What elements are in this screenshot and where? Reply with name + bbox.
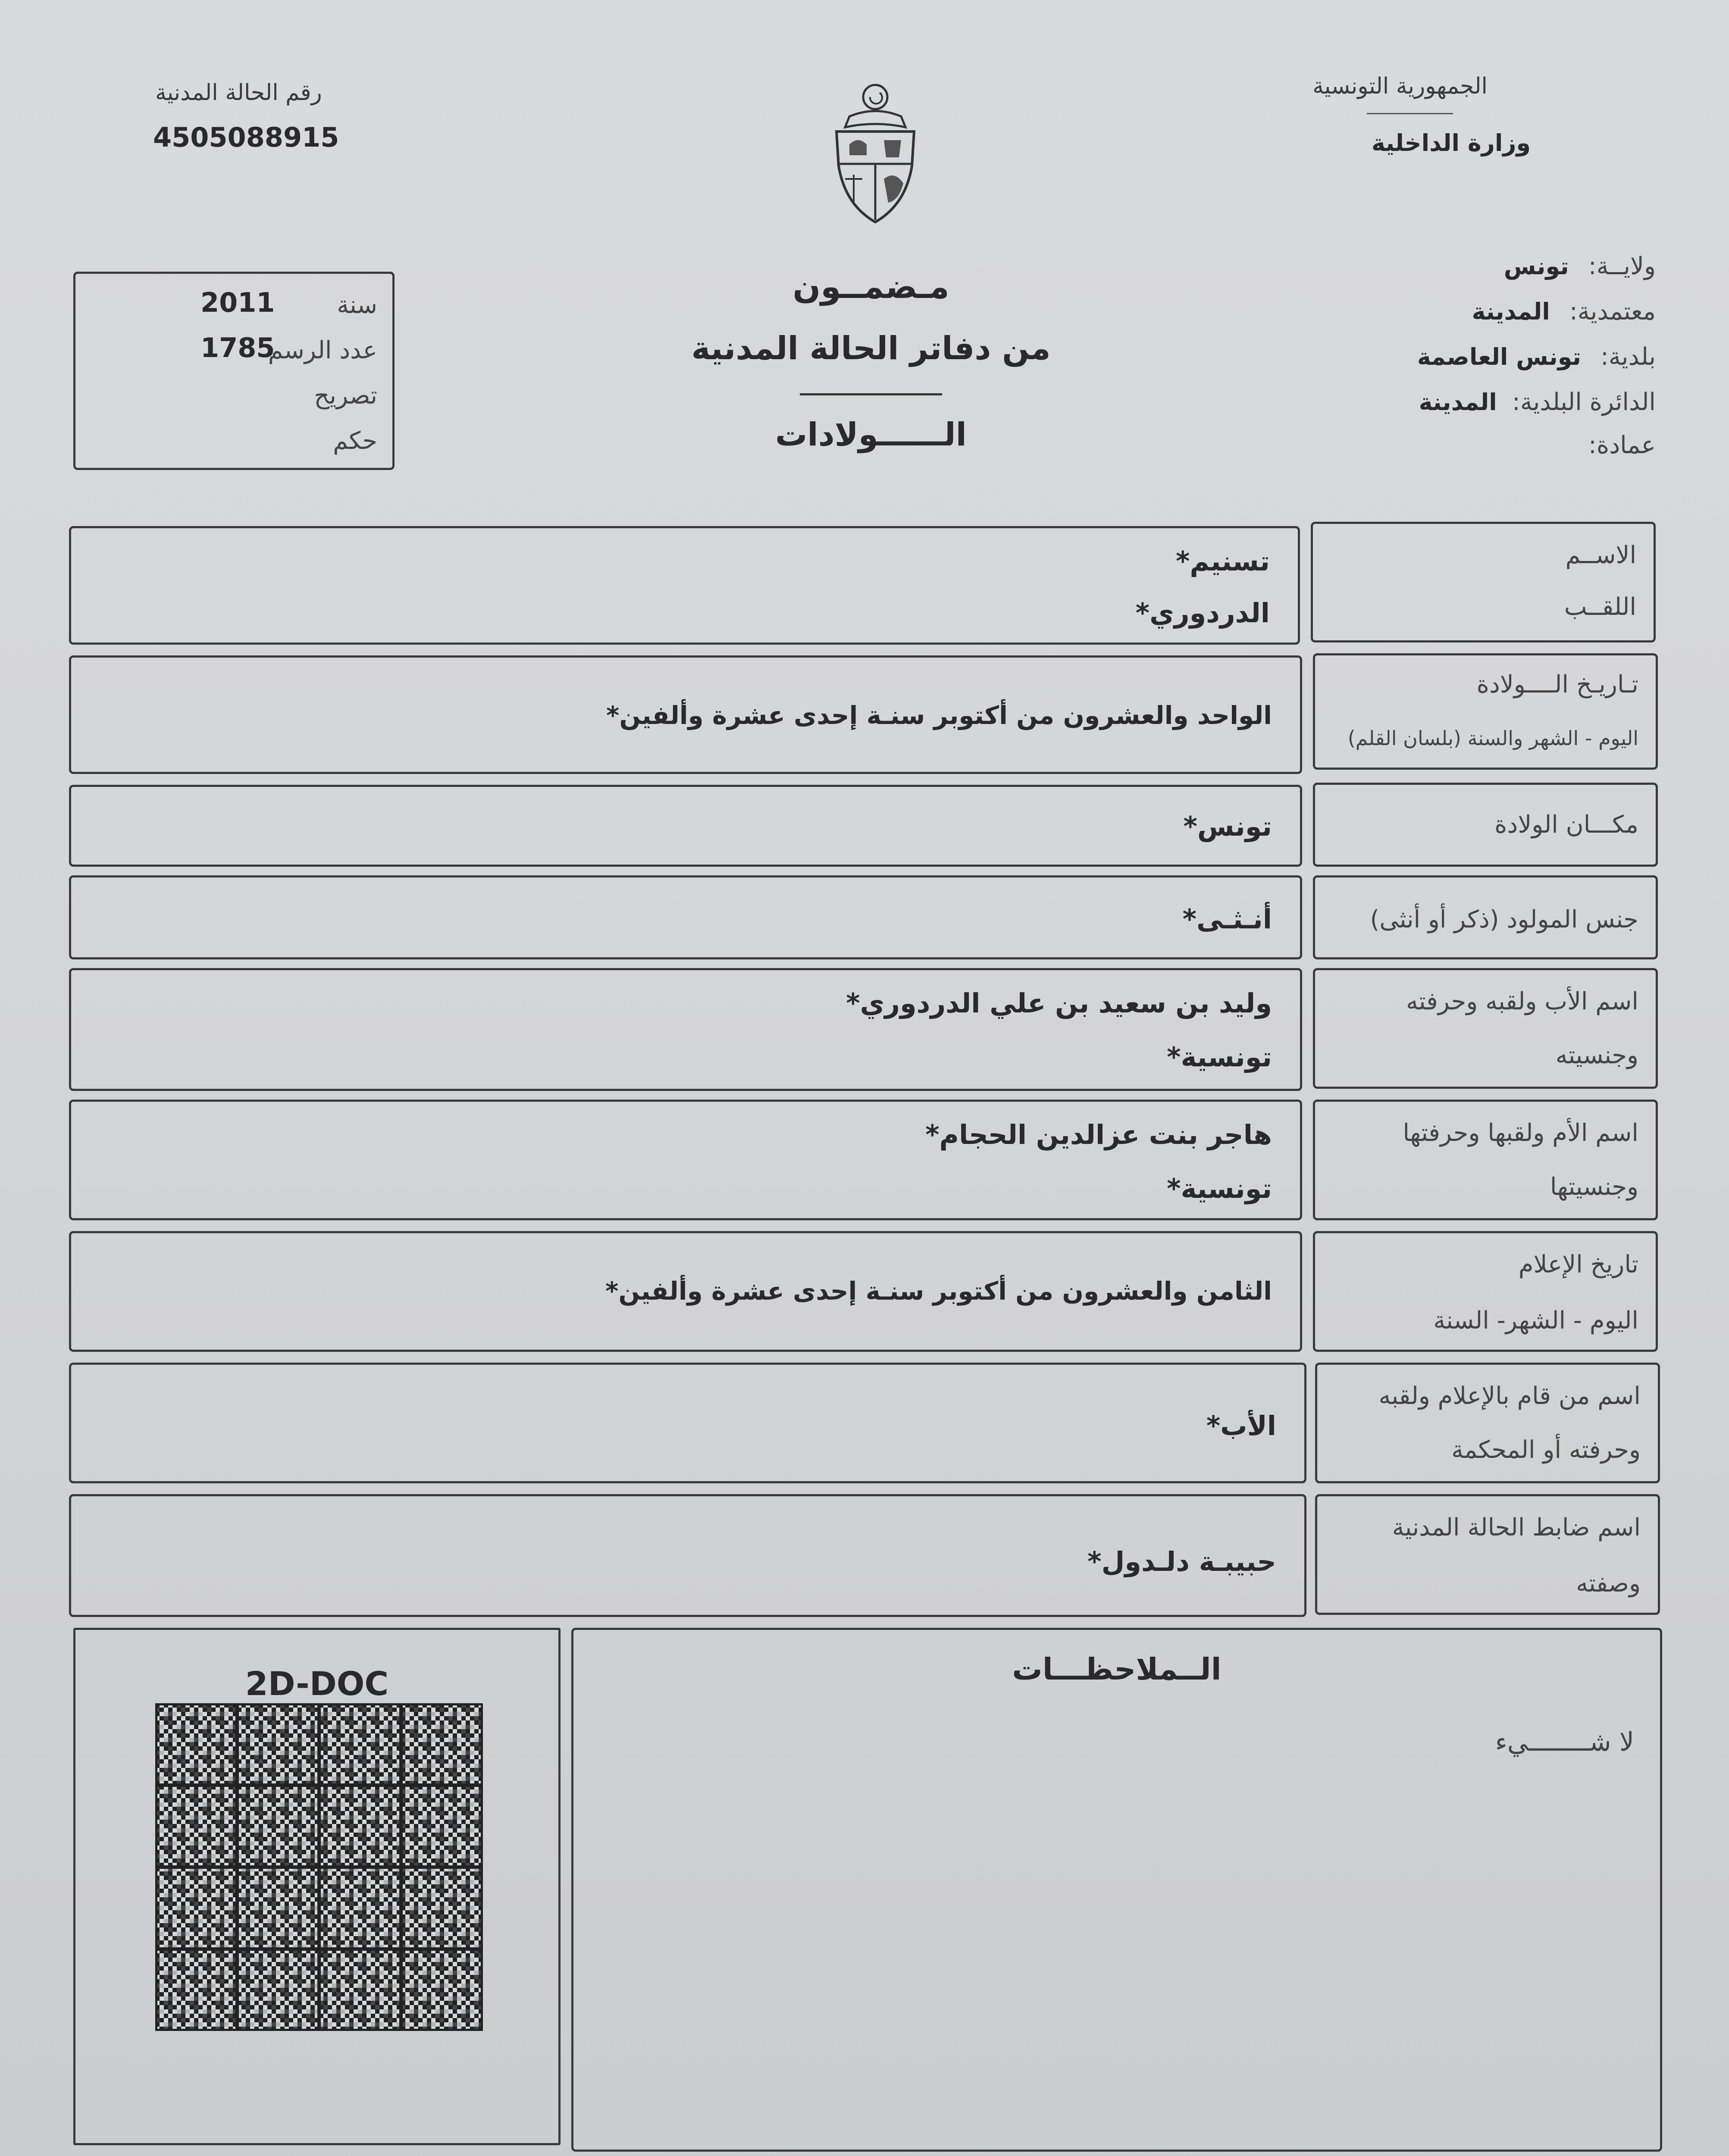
value-declaration-date: الثامن والعشرون من أكتوبر سنـة إحدى عشرة وألفين* xyxy=(605,1276,1272,1306)
civil-number-label: رقم الحالة المدنية xyxy=(155,80,322,106)
label-declarant: اسم من قام بالإعلام ولقبه xyxy=(1378,1382,1641,1410)
record-number-label: عدد الرسم xyxy=(268,336,377,364)
value-surname: الدردوري* xyxy=(1135,597,1270,629)
label-first-name: الاســم xyxy=(1565,541,1636,569)
value-box-birth-place xyxy=(69,785,1302,867)
label-sex: جنس المولود (ذكر أو أنثى) xyxy=(1370,906,1638,934)
value-box-birth-date xyxy=(69,655,1302,774)
document-title: مـضمــون xyxy=(792,267,949,306)
label-box-birth-place xyxy=(1313,783,1658,867)
imada-label: عمادة: xyxy=(1588,431,1656,459)
value-box-father xyxy=(69,968,1302,1091)
value-father: وليد بن سعيد بن علي الدردوري* xyxy=(846,987,1272,1019)
barcode-label: 2D-DOC xyxy=(245,1664,389,1703)
record-number-value: 1785 xyxy=(200,332,275,364)
barcode-box xyxy=(73,1628,561,2145)
baladiya-field xyxy=(1417,343,1656,371)
wilaya-label: ولايــة: xyxy=(1588,252,1656,280)
imada-field xyxy=(1588,431,1656,459)
value-box-officer xyxy=(69,1494,1306,1617)
value-box-name xyxy=(69,526,1300,645)
document-subtitle: من دفاتر الحالة المدنية xyxy=(691,330,1051,367)
value-mother-nationality: تونسية* xyxy=(1167,1173,1272,1204)
motamadiya-field xyxy=(1472,298,1656,326)
label-birth-date-hint: اليوم - الشهر والسنة (بلسان القلم) xyxy=(1347,727,1638,750)
label-surname: اللقــب xyxy=(1564,593,1636,621)
value-box-declaration-date xyxy=(69,1231,1302,1352)
value-sex: أنـثـى* xyxy=(1182,903,1272,935)
label-box-declaration-date xyxy=(1313,1231,1658,1352)
value-box-declarant xyxy=(69,1363,1306,1483)
notes-title: الــملاحظـــات xyxy=(1012,1651,1222,1687)
label-box-sex xyxy=(1313,875,1658,959)
label-box-declarant xyxy=(1315,1363,1660,1483)
value-father-nationality: تونسية* xyxy=(1167,1041,1272,1073)
label-box-mother xyxy=(1313,1100,1658,1220)
label-mother-nationality: وجنسيتها xyxy=(1550,1173,1638,1201)
country-name: الجمهورية التونسية xyxy=(1312,73,1488,99)
label-officer-title: وصفته xyxy=(1576,1570,1641,1598)
label-father: اسم الأب ولقبه وحرفته xyxy=(1406,987,1638,1015)
title-divider xyxy=(800,393,942,395)
motamadiya-label: معتمدية: xyxy=(1569,298,1656,326)
daira-value: المدينة xyxy=(1419,389,1497,416)
baladiya-label: بلدية: xyxy=(1601,343,1656,371)
value-box-mother xyxy=(69,1100,1302,1220)
ministry-name: وزارة الداخلية xyxy=(1371,129,1531,157)
wilaya-field xyxy=(1504,252,1656,280)
value-box-sex xyxy=(69,875,1302,959)
value-declarant: الأب* xyxy=(1206,1410,1276,1442)
record-info-box xyxy=(73,272,395,470)
label-box-name xyxy=(1311,522,1656,642)
value-birth-date: الواحد والعشرون من أكتوبر سنـة إحدى عشرة وألفين* xyxy=(606,701,1272,730)
label-declarant-profession: وحرفته أو المحكمة xyxy=(1451,1436,1641,1464)
value-mother: هاجر بنت عزالدين الحجام* xyxy=(925,1119,1272,1150)
label-declaration-date: تاريخ الإعلام xyxy=(1518,1250,1638,1279)
label-box-birth-date xyxy=(1313,653,1658,770)
civil-number: 4505088915 xyxy=(153,122,339,153)
notes-box xyxy=(571,1628,1662,2152)
label-box-officer xyxy=(1315,1494,1660,1615)
daira-field xyxy=(1419,388,1656,416)
2d-doc-barcode xyxy=(155,1703,483,2031)
declaration-label: تصريح xyxy=(314,382,377,410)
label-officer: اسم ضابط الحالة المدنية xyxy=(1392,1514,1641,1542)
value-first-name: تسنيم* xyxy=(1175,545,1270,577)
label-birth-place: مكـــان الولادة xyxy=(1494,811,1638,839)
judgment-label: حكم xyxy=(333,427,377,455)
value-birth-place: تونس* xyxy=(1183,811,1272,842)
label-birth-date: تـاريـخ الــــولادة xyxy=(1476,671,1638,699)
notes-text: لا شــــــــيء xyxy=(1495,1727,1634,1757)
header-divider xyxy=(1367,113,1453,114)
year-label: سنة xyxy=(337,291,377,319)
baladiya-value: تونس العاصمة xyxy=(1417,343,1581,370)
label-mother: اسم الأم ولقبها وحرفتها xyxy=(1403,1119,1638,1147)
label-father-nationality: وجنسيته xyxy=(1555,1041,1638,1069)
label-box-father xyxy=(1313,968,1658,1089)
register-type: الــــــولادات xyxy=(775,416,967,453)
year-value: 2011 xyxy=(200,287,275,318)
wilaya-value: تونس xyxy=(1503,253,1569,280)
value-officer: حبيبـة دلـدول* xyxy=(1087,1546,1276,1577)
label-declaration-date-hint: اليوم - الشهر- السنة xyxy=(1433,1307,1638,1335)
motamadiya-value: المدينة xyxy=(1472,298,1550,325)
coat-of-arms-emblem xyxy=(819,80,931,226)
daira-label: الدائرة البلدية: xyxy=(1512,388,1656,416)
